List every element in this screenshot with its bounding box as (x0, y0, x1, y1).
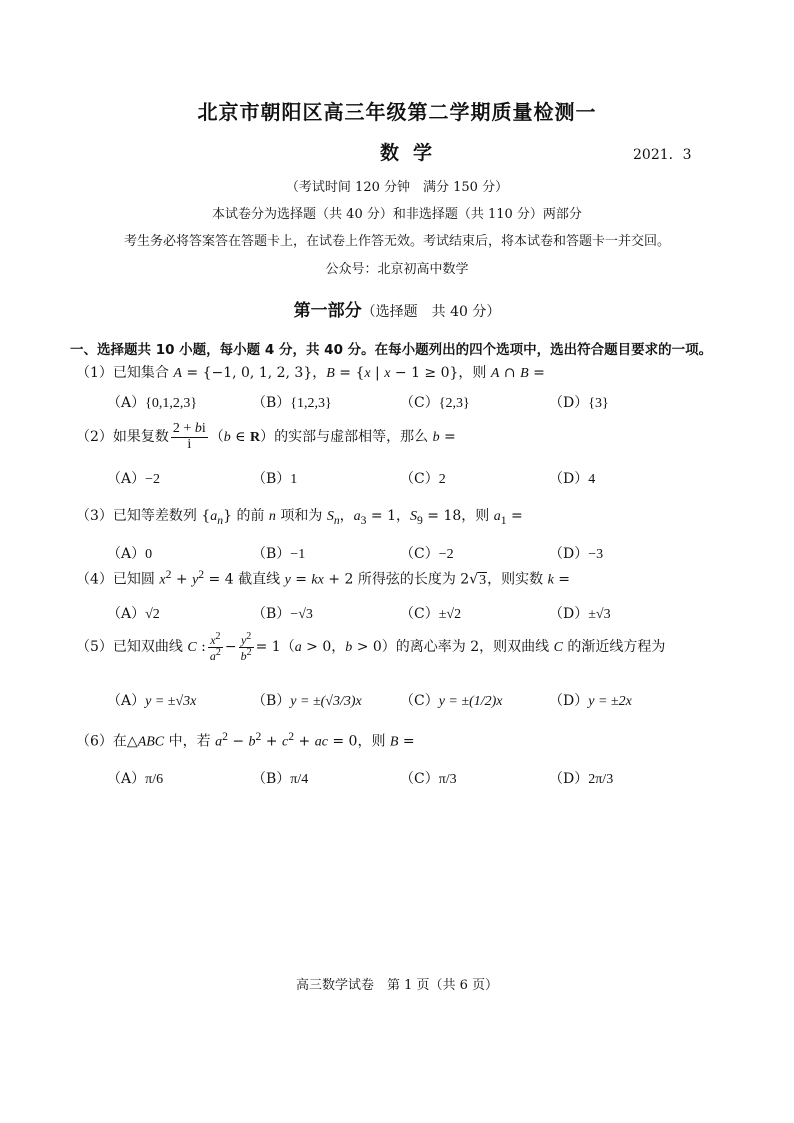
question-6-option-b: （B）π/4 (252, 771, 309, 787)
question-number: （2） (76, 429, 113, 446)
question-3-option-d: （D）−3 (549, 546, 604, 562)
question-3-option-c: （C）−2 (400, 546, 454, 562)
question-5-stem: （5）已知双曲线 C : $\frac{x^2}{a^2}$ − $\frac{y^2}{b^2}$ = 1（a > 0，b > 0）的离心率为 2，则双曲线 C 的渐近线方程为 (76, 631, 666, 663)
question-1-stem: （1）已知集合 A = {−1, 0, 1, 2, 3}，B = {x | x − 1 ≥ 0}，则 A ∩ B = (76, 365, 545, 381)
question-number: （6） (76, 733, 113, 750)
part-heading (0, 296, 794, 321)
question-5-option-d: （D）y = ±2x (549, 693, 632, 709)
question-2-option-d: （D）4 (549, 471, 596, 487)
question-3-stem: （3）已知等差数列 $\{a_n\}$ 的前 n 项和为 $S_n$，$a_3 = 1$，$S_9 = 18$，则 $a_1$ = (76, 508, 523, 527)
question-2-option-a: （A）−2 (107, 471, 161, 487)
question-4-option-b: （B）−√3 (252, 606, 313, 622)
notice: 考生务必将答案答在答题卡上，在试卷上作答无效。考试结束后，将本试卷和答题卡一并交回。 (123, 234, 670, 249)
question-1-option-a: （A）{0,1,2,3} (107, 395, 198, 411)
question-4-option-c: （C）±√2 (400, 606, 462, 622)
page-footer: 高三数学试卷 第 1 页（共 6 页） (295, 978, 499, 993)
question-4-stem: （4）已知圆 $x^2 + y^2 = 4$ 截直线 y = kx + 2 所得弦的长度为 2√3，则实数 k = (76, 568, 570, 588)
question-6-option-d: （D）2π/3 (549, 771, 614, 787)
question-4-option-a: （A）√2 (107, 606, 160, 622)
question-1-option-d: （D）{3} (549, 395, 609, 411)
exam-date: 2021．3 (633, 147, 692, 163)
account-info: 公众号：北京初高中数学 (325, 262, 469, 277)
question-6-stem: （6）在△ABC 中，若 $a^2 - b^2 + c^2$ + ac = 0，则 B = (76, 730, 415, 750)
question-number: （5） (76, 639, 113, 656)
question-3-option-b: （B）−1 (252, 546, 306, 562)
time-info: （考试时间 120 分钟 满分 150 分） (285, 180, 509, 195)
question-5-option-a: （A）y = ±√3x (107, 693, 197, 709)
question-number: （3） (76, 508, 113, 524)
question-1-option-c: （C）{2,3} (400, 395, 470, 411)
question-5-option-c: （C）y = ±(1/2)x (400, 693, 503, 709)
question-3-option-a: （A）0 (107, 546, 153, 562)
section-instruction: 一、选择题共 10 小题，每小题 4 分，共 40 分。在每小题列出的四个选项中，选出符合题目要求的一项。 (70, 342, 713, 358)
exam-title: 北京市朝阳区高三年级第二学期质量检测一 (197, 100, 597, 124)
subject-title: 数学 (380, 142, 447, 164)
paper-info: 本试卷分为选择题（共 40 分）和非选择题（共 110 分）两部分 (212, 207, 582, 222)
question-2-option-c: （C）2 (400, 471, 446, 487)
question-6-option-a: （A）π/6 (107, 771, 164, 787)
question-4-option-d: （D）±√3 (549, 606, 611, 622)
part-subtitle: （选择题 共 40 分） (361, 304, 501, 320)
part-title: 第一部分 (293, 301, 362, 321)
question-1-option-b: （B）{1,2,3} (252, 395, 332, 411)
question-2-stem: （2）如果复数 $\frac{2 + bi}{i}$ （b ∈ R）的实部与虚部相等，那么 b = (76, 421, 456, 452)
question-number: （1） (76, 365, 113, 381)
question-2-option-b: （B）1 (252, 471, 298, 487)
question-number: （4） (76, 571, 113, 588)
question-5-option-b: （B）y = ±(√3/3)x (252, 693, 362, 709)
question-6-option-c: （C）π/3 (400, 771, 457, 787)
